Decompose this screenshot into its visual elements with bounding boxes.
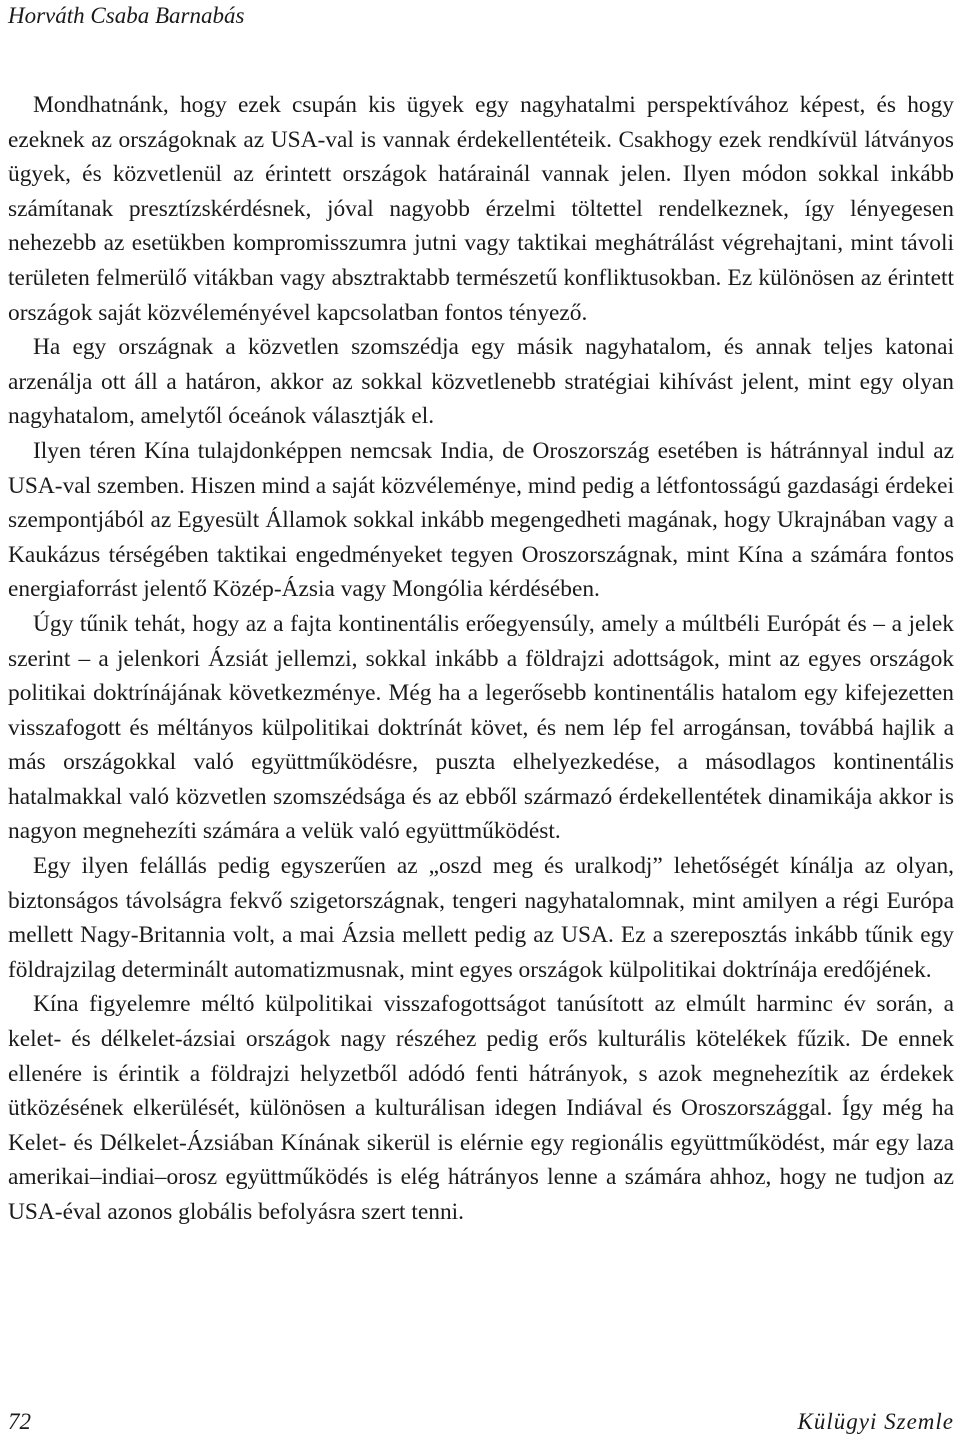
page-number: 72 [8, 1409, 31, 1434]
paragraph-2: Ha egy országnak a közvetlen szomszédja egy másik nagyhatalom, és annak teljes katonai arzenálja ott áll a határon, akkor az sokkal közvetlenebb stratégiai kihívást jelent, mint egy olyan nagyhatalom, amelytől óceánok választják el. [8, 334, 954, 430]
journal-title: Külügyi Szemle [797, 1409, 954, 1434]
paragraph-4: Úgy tűnik tehát, hogy az a fajta kontinentális erőegyensúly, amely a múltbéli Európát és – a jelek szerint – a jelenkori Ázsiát jellemzi, sokkal inkább a földrajzi adottságok, mint az egyes országok politikai doktrínájának következménye. Még ha a legerősebb kontinentális hatalom egy kifejezetten visszafogott és méltányos külpolitikai doktrínát követ, és nem lép fel arrogánsan, továbbá hajlik a más országokkal való együttműködésre, puszta elhelyezkedése, a másodlagos kontinentális hatalmakkal való közvetlen szomszédsága és az ebből származó érdekellentétek dinamikája akkor is nagyon megnehezíti számára a velük való együttműködést. [8, 610, 954, 845]
article-body [8, 88, 954, 1230]
paragraph-1: Mondhatnánk, hogy ezek csupán kis ügyek egy nagyhatalmi perspektívához képest, és hogy ezeknek az országoknak az USA-val is vannak érdekellentéteik. Csakhogy ezek rendkívül látványos ügyek, és közvetlenül az érintett országok határainál vannak jelen. Ilyen módon sokkal inkább számítanak presztízskérdésnek, jóval nagyobb érzelmi töltettel rendelkeznek, így lényegesen nehezebb az esetükben kompromisszumra jutni vagy taktikai meghátrálást végrehajtani, mint távoli területen felmerülő vitákban vagy absztraktabb természetű konfliktusokban. Ez különösen az érintett országok saját közvéleményével kapcsolatban fontos tényező. [8, 92, 954, 326]
paragraph-5: Egy ilyen felállás pedig egyszerűen az „oszd meg és uralkodj” lehetőségét kínálja az olyan, biztonságos távolságra fekvő szigetországnak, tengeri nagyhatalomnak, mint amilyen a régi Európa mellett Nagy-Britannia volt, a mai Ázsia mellett pedig az USA. Ez a szereposztás inkább tűnik egy földrajzilag determinált automatizmusnak, mint egyes országok külpolitikai doktrínája eredőjének. [8, 853, 954, 983]
paragraph-3: Ilyen téren Kína tulajdonképpen nemcsak India, de Oroszország esetében is hátránnyal indul az USA-val szemben. Hiszen mind a saját közvéleménye, mind pedig a létfontosságú gazdasági érdekei szempontjából az Egyesült Államok sokkal inkább megengedheti magának, hogy Ukrajnában vagy a Kaukázus térségében taktikai engedményeket tegyen Oroszországnak, mint Kína a számára fontos energiaforrást jelentő Közép-Ázsia vagy Mongólia kérdésében. [8, 437, 954, 603]
running-header-author: Horváth Csaba Barnabás [8, 3, 245, 28]
paragraph-6: Kína figyelemre méltó külpolitikai visszafogottságot tanúsított az elmúlt harminc év során, a kelet- és délkelet-ázsiai országok nagy részéhez pedig erős kulturális kötelékek fűzik. De ennek ellenére is érintik a földrajzi helyzetből adódó fenti hátrányok, s azok megnehezítik az érdekek ütközésének elkerülését, különösen a kulturálisan idegen Indiával és Oroszországgal. Így még ha Kelet- és Délkelet-Ázsiában Kínának sikerül is elérnie egy regionális együttműködést, már egy laza amerikai–indiai–orosz együttműködés is elég hátrányos lenne a számára ahhoz, hogy ne tudjon az USA-éval azonos globális befolyásra szert tenni. [8, 991, 954, 1225]
